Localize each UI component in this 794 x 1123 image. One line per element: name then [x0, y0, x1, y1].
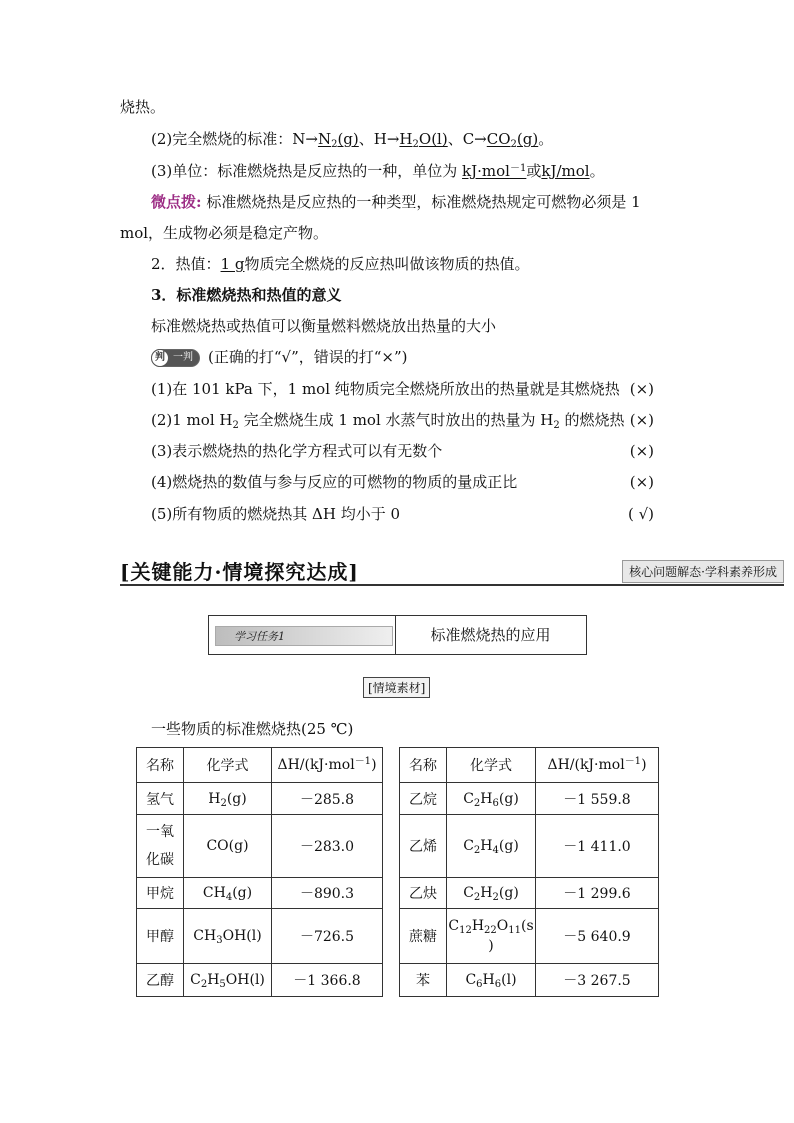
table-caption: 一些物质的标准燃烧热(25 ℃) — [151, 720, 354, 738]
text-line-7: 3．标准燃烧热和热值的意义 — [151, 286, 342, 304]
header-formula: 化学式 — [184, 748, 272, 783]
text-line-6: 2．热值：1 g物质完全燃烧的反应热叫做该物质的热值。 — [151, 255, 530, 273]
text-line-1: 烧热。 — [120, 98, 166, 116]
task-label: 学习任务1 — [234, 630, 285, 643]
combustion-table-left — [136, 747, 383, 997]
header-dh: ΔH/(kJ·mol$^{-1}$) — [272, 748, 383, 783]
header-name: 名称 — [137, 748, 184, 783]
table-row: 乙烯 $C_2H_4(g)$ －1 411.0 — [400, 815, 659, 878]
section-title: [关键能力·情境探究达成] — [120, 560, 359, 584]
judge-badge: 判 一判 — [151, 349, 200, 367]
judge-line: 判 一判 (正确的打“√”，错误的打“×”) — [151, 347, 408, 367]
section-header — [120, 556, 784, 586]
question-4: (4)燃烧热的数值与参与反应的可燃物的物质的量成正比 (×) — [151, 473, 654, 491]
table-row: 一氧 化碳 CO(g) －283.0 — [137, 815, 383, 878]
task-box — [208, 615, 587, 655]
table-row: 蔗糖 $C_{12}H_{22}O_{11}(s$ ) －5 640.9 — [400, 909, 659, 964]
header-dh: ΔH/(kJ·mol$^{-1}$) — [536, 748, 659, 783]
table-header-row — [400, 748, 659, 783]
table-row: 乙炔 $C_2H_2(g)$ －1 299.6 — [400, 878, 659, 909]
text-line-5: mol，生成物必须是稳定产物。 — [120, 224, 329, 242]
table-row: 甲烷 $CH_4(g)$ －890.3 — [137, 878, 383, 909]
table-row: 苯 $C_6H_6(l)$ －3 267.5 — [400, 964, 659, 997]
question-2: (2)1 mol $H_2$ 完全燃烧生成 1 mol 水蒸气时放出的热量为 $H_2$ 的燃烧热 (×) — [151, 411, 654, 431]
header-name: 名称 — [400, 748, 447, 783]
text-line-3: (3)单位：标准燃烧热是反应热的一种，单位为 kJ·mol$^{-1}$或kJ/mol。 — [151, 162, 605, 180]
header-formula: 化学式 — [447, 748, 536, 783]
combustion-table-right — [399, 747, 659, 997]
text-line-2: (2)完全燃烧的标准：$N\to N_2(g)$、$H\to H_2O(l)$、$C\to CO_2(g)$。 — [151, 130, 554, 150]
table-row: 氢气 $H_2(g)$ －285.8 — [137, 783, 383, 815]
material-label: [情境素材] — [363, 677, 430, 698]
task-label-cell — [209, 616, 396, 654]
question-3: (3)表示燃烧热的热化学方程式可以有无数个 (×) — [151, 442, 654, 460]
table-row: 乙醇 $C_2H_5OH(l)$ －1 366.8 — [137, 964, 383, 997]
task-ribbon — [215, 626, 393, 646]
table-row: 甲醇 $CH_3OH(l)$ －726.5 — [137, 909, 383, 964]
tip-label: 微点拨: — [151, 193, 202, 211]
question-5: (5)所有物质的燃烧热其 ΔH 均小于 0 ( √) — [151, 505, 654, 523]
task-title: 标准燃烧热的应用 — [430, 626, 551, 644]
question-1: (1)在 101 kPa 下，1 mol 纯物质完全燃烧所放出的热量就是其燃烧热 (×) — [151, 380, 654, 398]
tip-line: 微点拨: 标准燃烧热是反应热的一种类型，标准燃烧热规定可燃物必须是 1 — [151, 193, 641, 211]
table-header-row — [137, 748, 383, 783]
text-line-8: 标准燃烧热或热值可以衡量燃料燃烧放出热量的大小 — [151, 317, 497, 335]
table-row: 乙烷 $C_2H_6(g)$ －1 559.8 — [400, 783, 659, 815]
section-tag: 核心问题解态·学科素养形成 — [622, 560, 784, 583]
